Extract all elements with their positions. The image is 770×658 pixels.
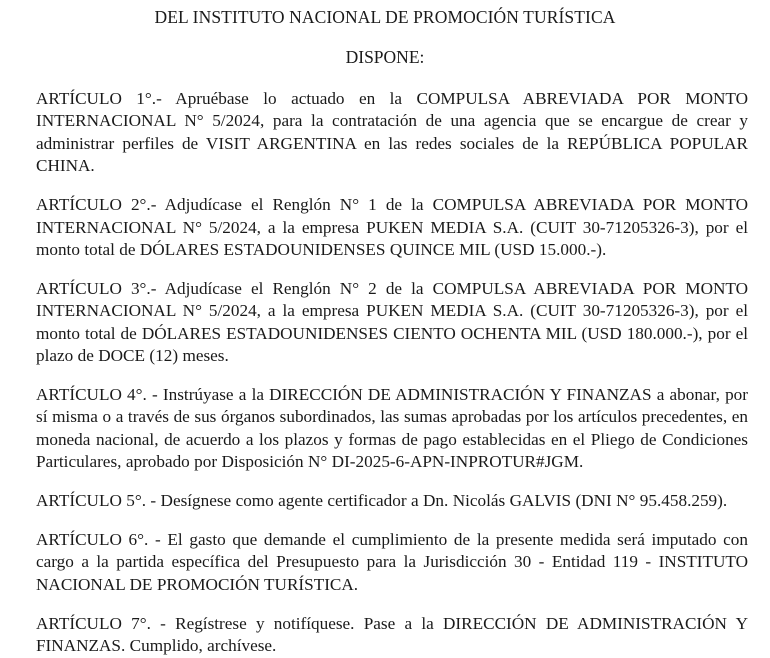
article-4-paragraph: ARTÍCULO 4°. - Instrúyase a la DIRECCIÓN DE ADMINISTRACIÓN Y FINANZAS a abonar, por sí misma o a través de sus órganos subordinados, las sumas aprobadas por los artículos precedentes, en moneda nacional, de acuerdo a los plazos y formas de pago establecidas en el Pliego de Condiciones Particulares, aprobado por Disposición N° DI-2025-6-APN-INPROTUR#JGM. [36, 384, 748, 472]
page-title: DEL INSTITUTO NACIONAL DE PROMOCIÓN TURÍSTICA [154, 7, 616, 27]
article-2-paragraph: ARTÍCULO 2°.- Adjudícase el Renglón N° 1 de la COMPULSA ABREVIADA POR MONTO INTERNACIONAL N° 5/2024, a la empresa PUKEN MEDIA S.A. (CUIT 30-71205326-3), por el monto total de DÓLARES ESTADOUNIDENSES QUINCE MIL (USD 15.000.-). [36, 195, 748, 259]
articles-container [0, 88, 770, 658]
article-1-paragraph: ARTÍCULO 1°.- Apruébase lo actuado en la COMPULSA ABREVIADA POR MONTO INTERNACIONAL N° 5/2024, para la contratación de una agencia que se encargue de crear y administrar perfiles de VISIT ARGENTINA en las redes sociales de la REPÚBLICA POPULAR CHINA. [36, 89, 748, 176]
disposition-keyword: DISPONE: [345, 47, 425, 67]
article-7-paragraph: ARTÍCULO 7°. - Regístrese y notifíquese. Pase a la DIRECCIÓN DE ADMINISTRACIÓN Y FINANZAS. Cumplido, archívese. [36, 613, 748, 656]
article-3-paragraph: ARTÍCULO 3°.- Adjudícase el Renglón N° 2 de la COMPULSA ABREVIADA POR MONTO INTERNACIONAL N° 5/2024, a la empresa PUKEN MEDIA S.A. (CUIT 30-71205326-3), por el monto total de DÓLARES ESTADOUNIDENSES CIENTO OCHENTA MIL (USD 180.000.-), por el plazo de DOCE (12) meses. [36, 278, 748, 366]
article-5-paragraph: ARTÍCULO 5°. - Desígnese como agente certificador a Dn. Nicolás GALVIS (DNI N° 95.458.259). [36, 491, 728, 511]
article-6-paragraph: ARTÍCULO 6°. - El gasto que demande el cumplimiento de la presente medida será imputado con cargo a la partida específica del Presupuesto para la Jurisdicción 30 - Entidad 119 - INSTITUTO NACIONAL DE PROMOCIÓN TURÍSTICA. [36, 530, 748, 594]
